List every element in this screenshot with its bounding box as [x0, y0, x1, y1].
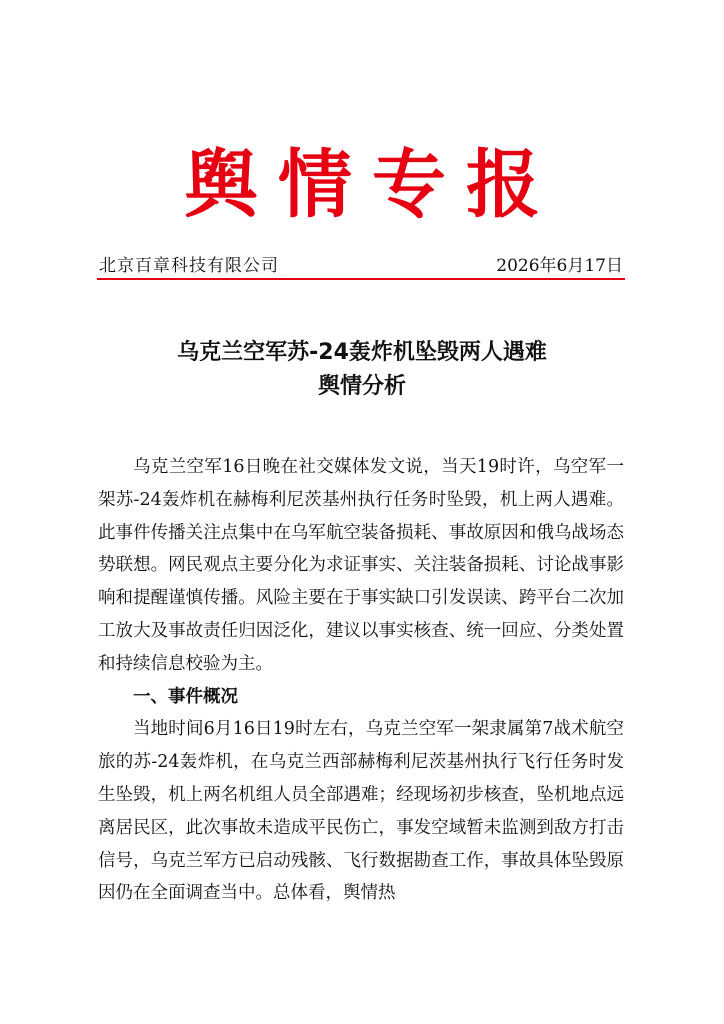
section-paragraph: 当地时间6月16日19时左右，乌克兰空军一架隶属第7战术航空旅的苏-24轰炸机，在乌克兰西部赫梅利尼茨基州执行飞行任务时发生坠毁，机上两名机组人员全部遇难；经现场初步核查，坠机地点远离居民区，此次事故未造成平民伤亡，事发空域暂未监测到敌方打击信号，乌克兰军方已启动残骸、飞行数据勘查工作，事故具体坠毁原因仍在全面调查当中。总体看，舆情热 [98, 719, 624, 904]
company-name: 北京百章科技有限公司 [99, 256, 279, 276]
report-title [0, 336, 724, 404]
masthead-title: 舆情专报 [184, 142, 560, 228]
title-line-1: 乌克兰空军苏-24轰炸机坠毁两人遇难 [177, 340, 547, 365]
summary-paragraph: 乌克兰空军16日晚在社交媒体发文说，当天19时许，乌空军一架苏-24轰炸机在赫梅利尼茨基州执行任务时坠毁，机上两人遇难。此事件传播关注点集中在乌军航空装备损耗、事故原因和俄乌战场态势联想。网民观点主要分化为求证事实、关注装备损耗、讨论战事影响和提醒谨慎传播。风险主要在于事实缺口引发误读、跨平台二次加工放大及事故责任归因泛化，建议以事实核查、统一回应、分类处置和持续信息校验为主。 [98, 457, 624, 674]
header-info-row [99, 254, 623, 278]
section-heading: 一、事件概况 [133, 686, 238, 707]
report-date: 2026年6月17日 [496, 256, 623, 276]
report-body [98, 451, 624, 910]
red-divider-line [97, 278, 625, 280]
title-line-2: 舆情分析 [317, 374, 406, 399]
